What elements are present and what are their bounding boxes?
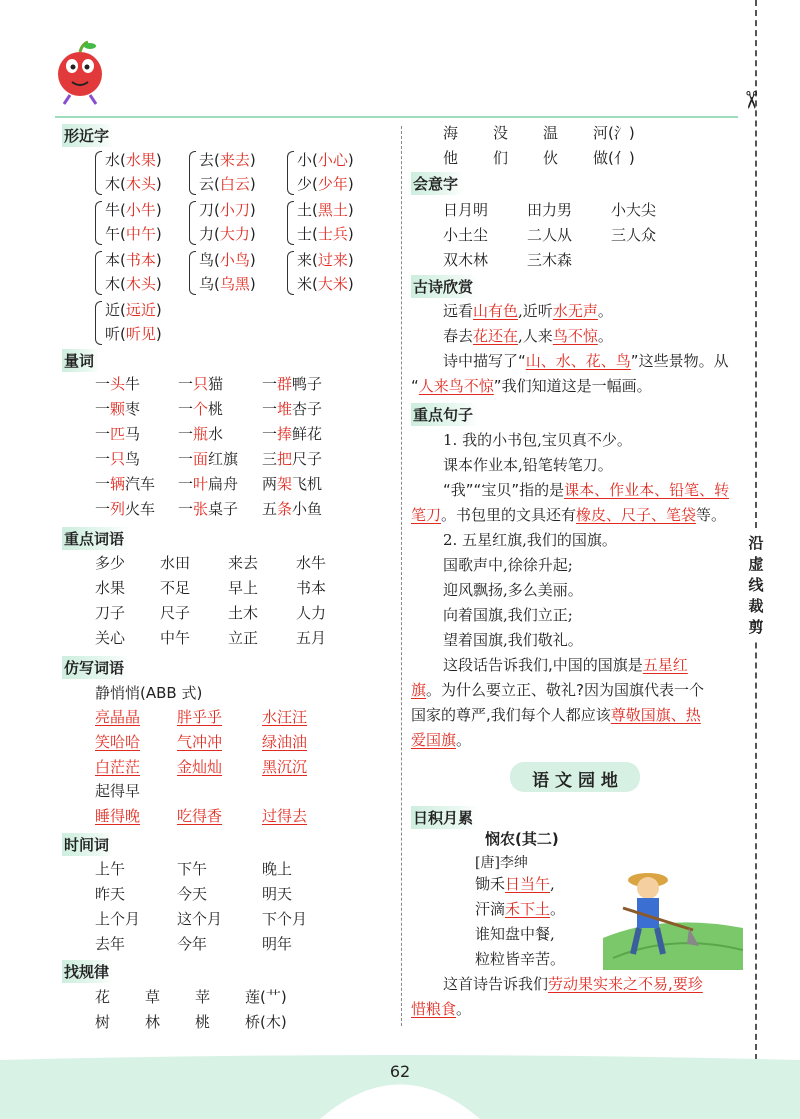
- zhongdian-word: 多少: [95, 554, 126, 572]
- liangci-text: 一: [178, 500, 194, 518]
- brace-icon: [95, 151, 102, 195]
- xingjin-char: ): [347, 251, 354, 269]
- fangxie-word: 绿油油: [262, 733, 308, 751]
- guilv-char: 做(亻): [593, 149, 635, 167]
- liangci-item: [178, 398, 223, 419]
- liangci-text: 桃: [208, 400, 224, 418]
- juzi-b2: 旗。为什么要立正、敬礼?因为国旗代表一个: [411, 681, 704, 699]
- fangxie-word: 金灿灿: [177, 758, 223, 776]
- shijian-word: 明天: [262, 885, 293, 903]
- xingjin-line: [297, 198, 354, 222]
- shijian-word: 今年: [177, 935, 208, 953]
- xingjin-char: 云(: [199, 175, 220, 193]
- measure-word: 叶: [193, 475, 209, 493]
- measure-word: 面: [193, 450, 209, 468]
- liangci-text: 一: [95, 475, 111, 493]
- xingjin-char: ): [155, 301, 162, 319]
- xingjin-line: [105, 272, 162, 296]
- liangci-text: 三: [262, 450, 278, 468]
- measure-word: 只: [193, 375, 209, 393]
- liangci-text: 枣: [125, 400, 141, 418]
- xingjin-char: 本(: [105, 251, 126, 269]
- page-number: 62: [389, 1062, 411, 1081]
- guilv-char: 草: [145, 988, 161, 1006]
- xingjin-char: ): [249, 251, 256, 269]
- brace-icon: [95, 251, 102, 295]
- header-decoration: [0, 0, 800, 130]
- xingjin-group: [297, 148, 354, 196]
- huiyi-word: 三人众: [611, 226, 657, 244]
- guilv-char: 他: [443, 149, 459, 167]
- brace-icon: [287, 151, 294, 195]
- xingjin-word: 大米: [317, 275, 348, 293]
- xingjin-line: [105, 172, 162, 196]
- poem-title: 悯农(其二): [485, 830, 559, 848]
- xingjin-line: [105, 198, 162, 222]
- shijian-word: 昨天: [95, 885, 126, 903]
- poem-comment-2: 惜粮食。: [411, 1000, 472, 1018]
- zhongdian-word: 早上: [228, 579, 259, 597]
- juzi-v2: 迎风飘扬,多么美丽。: [443, 581, 583, 599]
- scissors-icon: ✂: [737, 89, 766, 111]
- xingjin-char: 力(: [199, 225, 220, 243]
- xingjin-group: [297, 198, 354, 246]
- xingjin-char: ): [347, 151, 354, 169]
- juzi-v1: 国歌声中,徐徐升起;: [443, 556, 573, 574]
- huiyi-word: 双木林: [443, 251, 489, 269]
- zhongdian-word: 人力: [296, 604, 327, 622]
- liangci-item: [262, 498, 322, 519]
- xingjin-group: [199, 198, 256, 246]
- juzi-v4: 望着国旗,我们敬礼。: [443, 631, 583, 649]
- xingjin-char: ): [249, 151, 256, 169]
- xingjin-char: ): [155, 251, 162, 269]
- section-header-guilv: 找规律: [62, 960, 114, 983]
- xingjin-char: 鸟(: [199, 251, 220, 269]
- measure-word: 群: [277, 375, 293, 393]
- xingjin-char: ): [155, 201, 162, 219]
- xingjin-line: [105, 298, 162, 322]
- xingjin-line: [105, 248, 162, 272]
- guilv-char: 没: [493, 124, 509, 142]
- measure-word: 只: [110, 450, 126, 468]
- zhongdian-word: 五月: [296, 629, 327, 647]
- fangxie-word: 气冲冲: [177, 733, 223, 751]
- liangci-item: [178, 373, 223, 394]
- liangci-text: 一: [178, 425, 194, 443]
- xingjin-group: [199, 248, 256, 296]
- liangci-text: 一: [95, 400, 111, 418]
- liangci-text: 汽车: [125, 475, 156, 493]
- xingjin-line: [105, 322, 162, 346]
- liangci-item: [262, 448, 322, 469]
- guilv-char: 桃: [195, 1013, 211, 1031]
- xingjin-word: 书本: [125, 251, 156, 269]
- juzi-b4: 爱国旗。: [411, 731, 472, 749]
- xingjin-group: [105, 198, 162, 246]
- juzi-v3: 向着国旗,我们立正;: [443, 606, 573, 624]
- fangxie-example2: 起得早: [95, 782, 141, 800]
- guilv-char: 苹: [195, 988, 211, 1006]
- xingjin-word: 乌黑: [219, 275, 250, 293]
- xingjin-line: [199, 248, 256, 272]
- liangci-text: 一: [95, 450, 111, 468]
- guilv-char: 温: [543, 124, 559, 142]
- liangci-item: [262, 398, 322, 419]
- xingjin-group: [105, 248, 162, 296]
- xingjin-char: ): [155, 225, 162, 243]
- juzi-a1: “我”“宝贝”指的是课本、作业本、铅笔、转: [443, 481, 730, 499]
- liangci-text: 桌子: [208, 500, 239, 518]
- zhongdian-word: 不足: [160, 579, 191, 597]
- xingjin-word: 白云: [219, 175, 250, 193]
- xingjin-char: ): [249, 275, 256, 293]
- zhongdian-word: 来去: [228, 554, 259, 572]
- measure-word: 条: [277, 500, 293, 518]
- fangxie-word: 白茫茫: [95, 758, 141, 776]
- xingjin-char: 听(: [105, 325, 126, 343]
- xingjin-char: 士(: [297, 225, 318, 243]
- measure-word: 堆: [277, 400, 293, 418]
- liangci-text: 一: [178, 375, 194, 393]
- liangci-text: 鸭子: [292, 375, 323, 393]
- shijian-word: 今天: [177, 885, 208, 903]
- section-header-zhongdian: 重点词语: [62, 527, 129, 550]
- brace-icon: [95, 301, 102, 345]
- liangci-text: 鸟: [125, 450, 141, 468]
- liangci-text: 飞机: [292, 475, 323, 493]
- xingjin-word: 大力: [219, 225, 250, 243]
- xingjin-word: 小刀: [219, 201, 250, 219]
- huiyi-word: 小大尖: [611, 201, 657, 219]
- shijian-word: 下午: [177, 860, 208, 878]
- guilv-char: 树: [95, 1013, 111, 1031]
- xingjin-char: ): [347, 275, 354, 293]
- xingjin-line: [105, 148, 162, 172]
- xingjin-line: [199, 198, 256, 222]
- juzi-a2: 笔刀。书包里的文具还有橡皮、尺子、笔袋等。: [411, 506, 727, 524]
- measure-word: 张: [193, 500, 209, 518]
- xingjin-char: ): [155, 151, 162, 169]
- gushi-desc-1: 诗中描写了“山、水、花、鸟”这些景物。从: [443, 352, 729, 370]
- poem-line-2: 汗滴禾下土。: [475, 900, 566, 918]
- guilv-char: 林: [145, 1013, 161, 1031]
- brace-icon: [287, 201, 294, 245]
- fangxie-word2: 过得去: [262, 807, 308, 825]
- xingjin-word: 木头: [125, 175, 156, 193]
- liangci-item: [262, 473, 322, 494]
- column-divider: [401, 126, 402, 1026]
- fangxie-word2: 吃得香: [177, 807, 223, 825]
- section-header-huiyi: 会意字: [411, 172, 463, 195]
- liangci-item: [95, 473, 155, 494]
- section-header-shijian: 时间词: [62, 833, 114, 856]
- xingjin-char: ): [155, 275, 162, 293]
- xingjin-word: 小鸟: [219, 251, 250, 269]
- xingjin-char: 牛(: [105, 201, 126, 219]
- gushi-line-1: 远看山有色,近听水无声。: [443, 302, 613, 320]
- huiyi-word: 二人从: [527, 226, 573, 244]
- fangxie-word: 水汪汪: [262, 708, 308, 726]
- xingjin-word: 过来: [317, 251, 348, 269]
- liangci-text: 一: [262, 375, 278, 393]
- xingjin-line: [105, 222, 162, 246]
- liangci-text: 两: [262, 475, 278, 493]
- xingjin-word: 中午: [125, 225, 156, 243]
- shijian-word: 晚上: [262, 860, 293, 878]
- xingjin-char: ): [347, 225, 354, 243]
- xingjin-line: [297, 222, 354, 246]
- zhongdian-word: 中午: [160, 629, 191, 647]
- xingjin-char: 去(: [199, 151, 220, 169]
- xingjin-char: 土(: [297, 201, 318, 219]
- liangci-item: [95, 373, 140, 394]
- xingjin-word: 水果: [125, 151, 156, 169]
- xingjin-group: [105, 148, 162, 196]
- liangci-text: 一: [95, 375, 111, 393]
- xingjin-word: 士兵: [317, 225, 348, 243]
- measure-word: 颗: [110, 400, 126, 418]
- section-header-xingjin: 形近字: [62, 124, 114, 147]
- huiyi-word: 日月明: [443, 201, 489, 219]
- liangci-text: 鲜花: [292, 425, 323, 443]
- liangci-text: 一: [262, 425, 278, 443]
- liangci-item: [178, 423, 223, 444]
- farmer-illustration: [603, 858, 743, 970]
- poem-line-4: 粒粒皆辛苦。: [475, 950, 566, 968]
- fangxie-word: 亮晶晶: [95, 708, 141, 726]
- measure-word: 匹: [110, 425, 126, 443]
- brace-icon: [189, 251, 196, 295]
- brace-icon: [95, 201, 102, 245]
- poem-line-3: 谁知盘中餐,: [475, 925, 555, 943]
- fangxie-example: 静悄悄(ABB 式): [95, 684, 203, 702]
- liangci-text: 一: [95, 500, 111, 518]
- xingjin-char: ): [155, 325, 162, 343]
- fangxie-word: 黑沉沉: [262, 758, 308, 776]
- xingjin-char: 乌(: [199, 275, 220, 293]
- liangci-item: [95, 448, 140, 469]
- section-header-fangxie: 仿写词语: [62, 656, 129, 679]
- liangci-item: [178, 448, 238, 469]
- xingjin-line: [199, 148, 256, 172]
- juzi-s2: 课本作业本,铅笔转笔刀。: [443, 456, 613, 474]
- poem-author: [唐]李绅: [475, 855, 528, 871]
- guilv-char: 海: [443, 124, 459, 142]
- xingjin-char: 刀(: [199, 201, 220, 219]
- juzi-s3: 2. 五星红旗,我们的国旗。: [443, 531, 617, 549]
- guilv-char: 莲(艹): [245, 988, 287, 1006]
- measure-word: 头: [110, 375, 126, 393]
- liangci-text: 红旗: [208, 450, 239, 468]
- xingjin-char: 木(: [105, 275, 126, 293]
- fangxie-word2: 睡得晚: [95, 807, 141, 825]
- xingjin-line: [297, 248, 354, 272]
- xingjin-char: 少(: [297, 175, 318, 193]
- fangxie-word: 胖乎乎: [177, 708, 223, 726]
- zhongdian-word: 立正: [228, 629, 259, 647]
- zhongdian-word: 土木: [228, 604, 259, 622]
- shijian-word: 下个月: [262, 910, 308, 928]
- guilv-char: 伙: [543, 149, 559, 167]
- xingjin-char: 近(: [105, 301, 126, 319]
- shijian-word: 去年: [95, 935, 126, 953]
- shijian-word: 上午: [95, 860, 126, 878]
- xingjin-word: 听见: [125, 325, 156, 343]
- zhongdian-word: 书本: [296, 579, 327, 597]
- measure-word: 捧: [277, 425, 293, 443]
- measure-word: 架: [277, 475, 293, 493]
- measure-word: 把: [277, 450, 293, 468]
- zhongdian-word: 水牛: [296, 554, 327, 572]
- apple-mascot-icon: [58, 42, 102, 104]
- measure-word: 瓶: [193, 425, 209, 443]
- xingjin-group: [297, 248, 354, 296]
- xingjin-line: [297, 148, 354, 172]
- liangci-text: 尺子: [292, 450, 323, 468]
- brace-icon: [287, 251, 294, 295]
- liangci-text: 一: [95, 425, 111, 443]
- measure-word: 个: [193, 400, 209, 418]
- section-header-juzi: 重点句子: [411, 403, 478, 426]
- xingjin-char: 午(: [105, 225, 126, 243]
- huiyi-word: 三木森: [527, 251, 573, 269]
- zhongdian-word: 尺子: [160, 604, 191, 622]
- xingjin-word: 小牛: [125, 201, 156, 219]
- liangci-text: 一: [178, 475, 194, 493]
- zhongdian-word: 水田: [160, 554, 191, 572]
- xingjin-line: [297, 272, 354, 296]
- xingjin-word: 远近: [125, 301, 156, 319]
- juzi-s1: 1. 我的小书包,宝贝真不少。: [443, 431, 632, 449]
- liangci-text: 牛: [125, 375, 141, 393]
- xingjin-char: 米(: [297, 275, 318, 293]
- gushi-line-2: 春去花还在,人来鸟不惊。: [443, 327, 613, 345]
- xingjin-char: 木(: [105, 175, 126, 193]
- juzi-b1: 这段话告诉我们,中国的国旗是五星红: [443, 656, 688, 674]
- measure-word: 辆: [110, 475, 126, 493]
- liangci-item: [262, 423, 322, 444]
- guilv-char: 河(氵): [593, 124, 635, 142]
- poem-line-1: 锄禾日当午,: [475, 875, 555, 893]
- section-header-liangci: 量词: [62, 349, 99, 372]
- xingjin-char: 小(: [297, 151, 318, 169]
- xingjin-line: [199, 222, 256, 246]
- zhongdian-word: 关心: [95, 629, 126, 647]
- xingjin-char: 水(: [105, 151, 126, 169]
- huiyi-word: 田力男: [527, 201, 573, 219]
- yuandi-title: 语 文 园 地: [532, 771, 618, 791]
- liangci-item: [95, 398, 140, 419]
- brace-icon: [189, 151, 196, 195]
- huiyi-word: 小土尘: [443, 226, 489, 244]
- juzi-b3: 国家的尊严,我们每个人都应该尊敬国旗、热: [411, 706, 701, 724]
- xingjin-char: ): [249, 201, 256, 219]
- xingjin-word: 黑土: [317, 201, 348, 219]
- xingjin-char: ): [249, 175, 256, 193]
- xingjin-word: 小心: [317, 151, 348, 169]
- xingjin-char: 来(: [297, 251, 318, 269]
- side-note: 沿 虚 线 裁 剪: [736, 530, 776, 641]
- liangci-text: 一: [178, 400, 194, 418]
- liangci-text: 五: [262, 500, 278, 518]
- xingjin-char: ): [155, 175, 162, 193]
- liangci-item: [95, 498, 155, 519]
- liangci-text: 火车: [125, 500, 156, 518]
- liangci-text: 马: [125, 425, 141, 443]
- fangxie-word: 笑哈哈: [95, 733, 141, 751]
- xingjin-char: ): [347, 175, 354, 193]
- gushi-desc-2: “人来鸟不惊”我们知道这是一幅画。: [411, 377, 652, 395]
- guilv-char: 花: [95, 988, 111, 1006]
- liangci-item: [95, 423, 140, 444]
- liangci-item: [262, 373, 322, 394]
- xingjin-line: [199, 272, 256, 296]
- shijian-word: 上个月: [95, 910, 141, 928]
- liangci-item: [178, 473, 238, 494]
- liangci-text: 猫: [208, 375, 224, 393]
- poem-comment-1: 这首诗告诉我们劳动果实来之不易,要珍: [443, 975, 703, 993]
- shijian-word: 明年: [262, 935, 293, 953]
- xingjin-group: [105, 298, 162, 346]
- zhongdian-word: 刀子: [95, 604, 126, 622]
- liangci-text: 小鱼: [292, 500, 323, 518]
- xingjin-char: ): [249, 225, 256, 243]
- xingjin-word: 木头: [125, 275, 156, 293]
- zhongdian-word: 水果: [95, 579, 126, 597]
- liangci-item: [178, 498, 238, 519]
- xingjin-line: [199, 172, 256, 196]
- xingjin-word: 少年: [317, 175, 348, 193]
- measure-word: 列: [110, 500, 126, 518]
- xingjin-word: 来去: [219, 151, 250, 169]
- guilv-char: 桥(木): [245, 1013, 287, 1031]
- xingjin-group: [199, 148, 256, 196]
- section-header-rijiyuelei: 日积月累: [411, 806, 478, 829]
- liangci-text: 一: [262, 400, 278, 418]
- shijian-word: 这个月: [177, 910, 223, 928]
- liangci-text: 水: [208, 425, 224, 443]
- brace-icon: [189, 201, 196, 245]
- xingjin-char: ): [347, 201, 354, 219]
- guilv-char: 们: [493, 149, 509, 167]
- liangci-text: 扁舟: [208, 475, 239, 493]
- liangci-text: 杏子: [292, 400, 323, 418]
- liangci-text: 一: [178, 450, 194, 468]
- xingjin-line: [297, 172, 354, 196]
- section-header-gushi: 古诗欣赏: [411, 275, 478, 298]
